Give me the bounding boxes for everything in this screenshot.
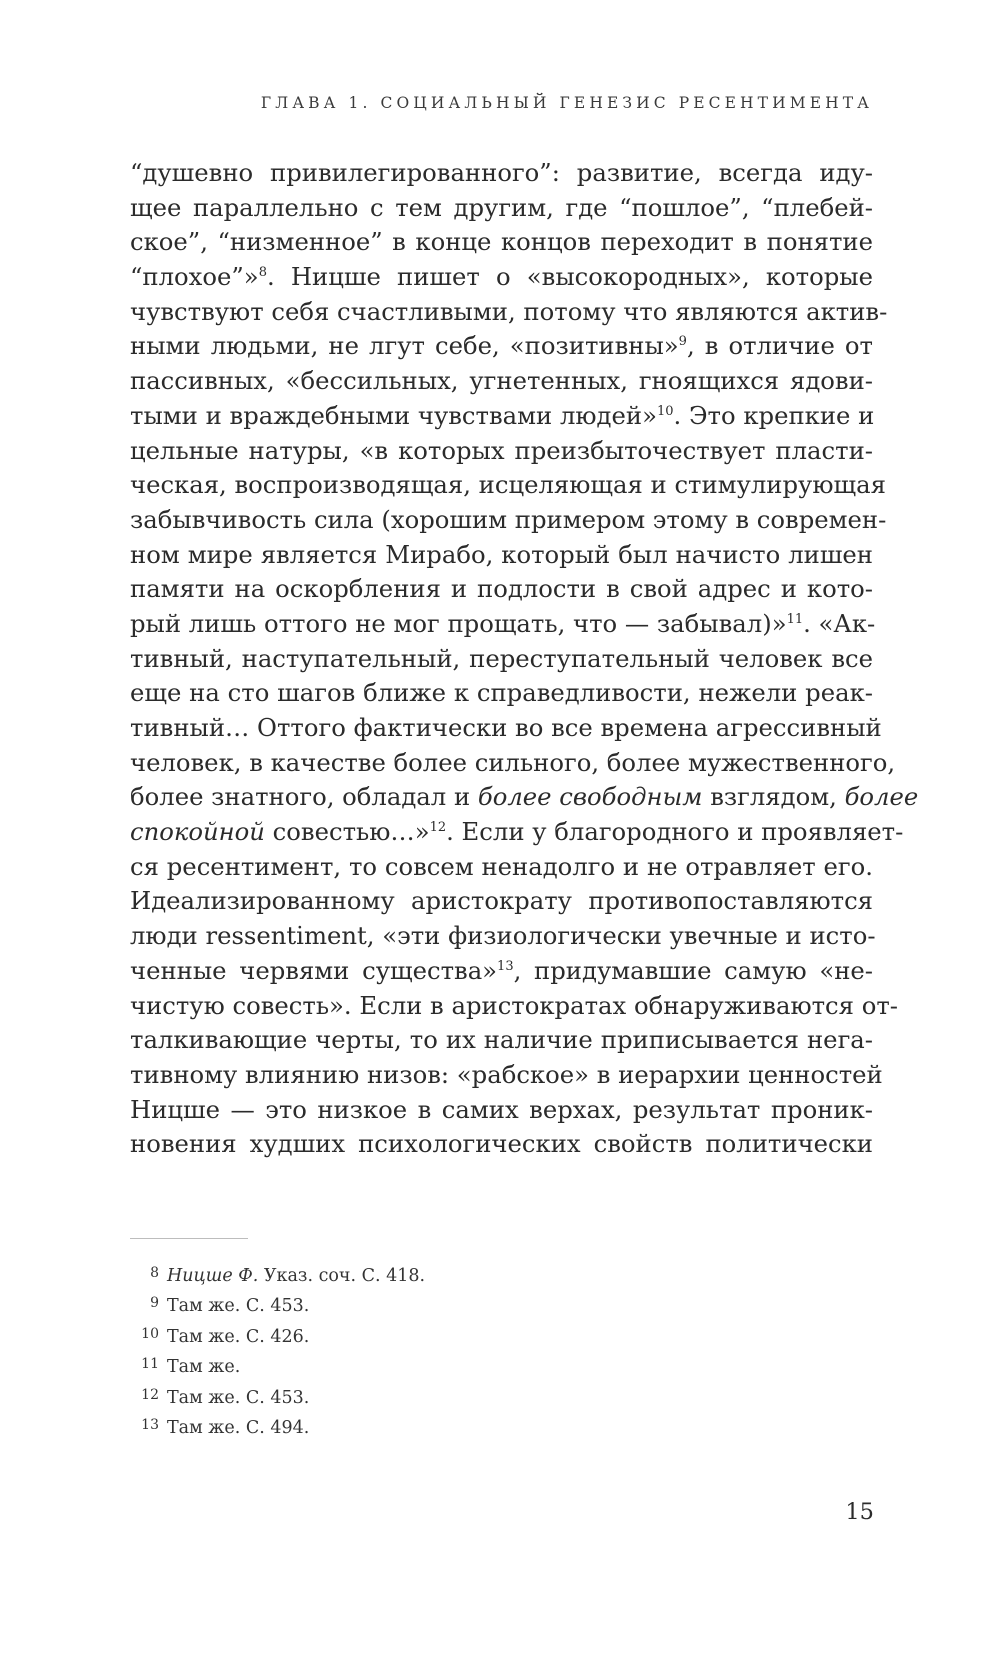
- footnote-item: 10 Там же. С. 426.: [141, 1325, 310, 1347]
- text-run: тивный, наступательный, переступательный человек все: [130, 643, 873, 673]
- text-run: “душевно привилегированного”: развитие, всегда иду-: [130, 158, 873, 187]
- text-run: люди ressentiment, «эти физиологически увечные и исто-: [130, 921, 876, 951]
- text-line: [130, 1023, 873, 1058]
- footnote-item: 9 Там же. С. 453.: [150, 1295, 310, 1317]
- text-run: . Это крепкие и: [673, 400, 875, 430]
- text-run: взглядом,: [702, 782, 845, 812]
- text-run: цельные натуры, «в которых преизбыточествует пласти-: [130, 435, 873, 465]
- text-line: [130, 225, 873, 260]
- footnote-reference: 8: [258, 264, 267, 280]
- text-run: памяти на оскорбления и подлости в свой адрес и кото-: [130, 574, 873, 604]
- footnote-item: 8 Ницше Ф. Указ. соч. С. 418.: [150, 1265, 426, 1286]
- text-run: тивный… Оттого фактически во все времена агрессивный: [130, 713, 882, 742]
- footnote-divider: [130, 1238, 248, 1239]
- text-run: Там же. С. 453.: [167, 1296, 310, 1317]
- text-line: [130, 434, 873, 469]
- footnote-item: 12 Там же. С. 453.: [141, 1386, 310, 1408]
- text-run: пассивных, «бессильных, угнетенных, гноящихся ядови-: [130, 366, 873, 396]
- text-line: [130, 191, 873, 226]
- text-run: ном мире является Мирабо, который был начисто лишен: [130, 539, 873, 569]
- text-run: . «Ак-: [803, 608, 876, 638]
- page-number: 15: [845, 1499, 874, 1525]
- footnote-reference: 9: [678, 334, 687, 350]
- text-run: , в отличие от: [686, 331, 873, 361]
- text-run: Там же. С. 494.: [167, 1417, 310, 1438]
- text-run: рый лишь оттого не мог прощать, что — забывал)»: [130, 608, 787, 638]
- text-run: ся ресентимент, то совсем ненадолго и не отравляет его.: [130, 851, 873, 881]
- text-line: [130, 954, 873, 989]
- text-run: . Если у благородного и проявляет-: [446, 817, 904, 847]
- text-line: [130, 780, 919, 815]
- italic-text: более свободным: [477, 782, 703, 812]
- text-run: талкивающие черты, то их наличие приписывается нега-: [130, 1025, 873, 1055]
- text-run: ными людьми, не лгут себе, «позитивны»: [130, 331, 679, 361]
- text-line: [130, 746, 896, 781]
- text-run: еще на сто шагов ближе к справедливости, нежели реак-: [130, 678, 873, 708]
- running-head: ГЛАВА 1. СОЦИАЛЬНЫЙ ГЕНЕЗИС РЕСЕНТИМЕНТА: [260, 94, 873, 112]
- text-line: [130, 1127, 873, 1162]
- text-run: человек, в качестве более сильного, более мужественного,: [130, 747, 896, 777]
- text-run: , придумавшие самую «не-: [513, 955, 873, 985]
- text-line: [130, 329, 873, 364]
- text-run: совестью…»: [264, 817, 430, 847]
- text-line: [130, 607, 876, 642]
- italic-text: Ницше Ф.: [167, 1266, 259, 1286]
- text-line: [130, 503, 887, 538]
- text-run: Идеализированному аристократу противопоставляются: [130, 886, 873, 916]
- text-run: Там же. С. 426.: [167, 1326, 310, 1347]
- text-line: [130, 260, 873, 295]
- text-run: тыми и враждебными чувствами людей»: [130, 400, 657, 430]
- text-line: [130, 919, 876, 954]
- text-run: Ницше — это низкое в самих верхах, результат проник-: [130, 1094, 873, 1124]
- italic-text: спокойной: [130, 817, 265, 847]
- text-line: [130, 676, 873, 711]
- text-line: [130, 572, 873, 607]
- footnote-item: 13 Там же. С. 494.: [141, 1416, 310, 1438]
- text-run: ческая, воспроизводящая, исцеляющая и стимулирующая: [130, 470, 886, 500]
- footnote-item: 11 Там же.: [141, 1356, 241, 1378]
- text-line: [130, 364, 873, 399]
- footnote-reference: 11: [786, 611, 804, 627]
- text-line: [130, 711, 882, 746]
- text-run: тивному влиянию низов: «рабское» в иерархии ценностей: [130, 1059, 883, 1089]
- text-line: [130, 1093, 873, 1128]
- text-line: [130, 468, 886, 503]
- text-line: [130, 815, 904, 850]
- text-line: [130, 295, 888, 330]
- text-run: новения худших психологических свойств политически: [130, 1129, 873, 1159]
- text-line: [130, 850, 873, 885]
- text-line: [130, 538, 873, 573]
- text-line: [130, 884, 873, 919]
- text-line: [130, 399, 873, 434]
- text-run: чувствуют себя счастливыми, потому что являются актив-: [130, 296, 888, 326]
- footnote-reference: 12: [429, 819, 447, 835]
- footnote-reference: 10: [656, 403, 674, 419]
- text-run: забывчивость сила (хорошим примером этому в современ-: [130, 504, 887, 534]
- text-line: [130, 156, 873, 191]
- text-run: Указ. соч. С. 418.: [258, 1266, 426, 1286]
- text-run: чистую совесть». Если в аристократах обнаруживаются от-: [130, 990, 898, 1020]
- text-run: . Ницше пишет о «высокородных», которые: [266, 262, 873, 292]
- text-run: щее параллельно с тем другим, где “пошлое”, “плебей-: [130, 192, 873, 222]
- text-run: Там же.: [167, 1357, 241, 1378]
- text-run: ченные червями существа»: [130, 955, 498, 985]
- text-line: [130, 642, 873, 677]
- text-run: Там же. С. 453.: [167, 1387, 310, 1408]
- text-run: более знатного, обладал и: [130, 782, 478, 812]
- italic-text: более: [844, 782, 919, 812]
- text-run: “плохое”»: [130, 262, 259, 292]
- text-run: ское”, “низменное” в конце концов переходит в понятие: [130, 227, 873, 257]
- body-text: [130, 156, 919, 1162]
- text-line: [130, 1058, 883, 1093]
- text-line: [130, 989, 898, 1024]
- footnote-reference: 13: [497, 958, 514, 974]
- footnotes-list: [130, 1261, 830, 1443]
